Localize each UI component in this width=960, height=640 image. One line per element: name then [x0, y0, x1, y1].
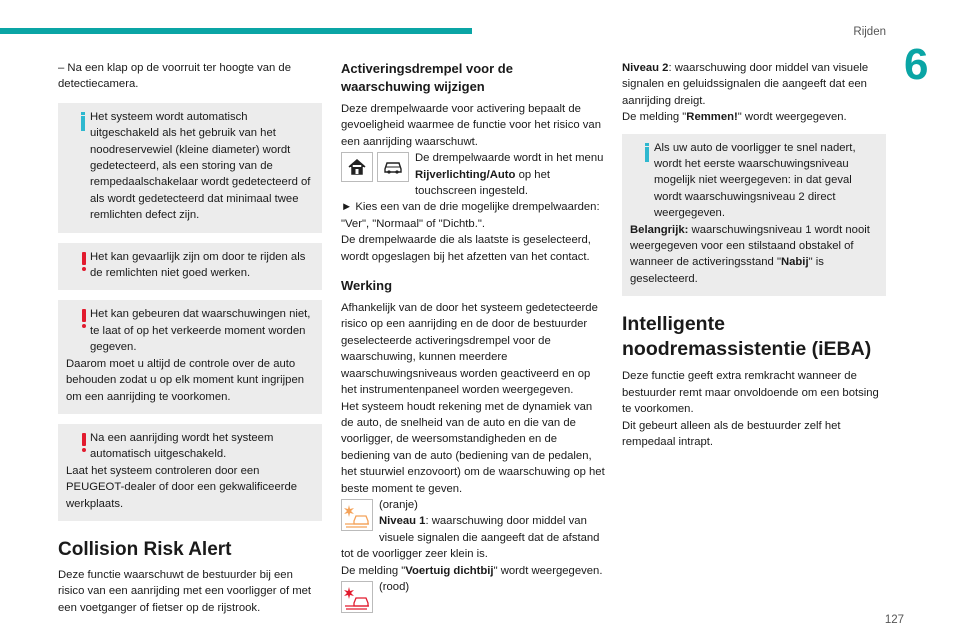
warning-text: Het kan gebeuren dat waarschuwingen niet, te laat of op het verkeerde moment worden gegeven.	[90, 308, 311, 354]
alert-color-label: (oranje)	[379, 498, 418, 511]
car-settings-icon	[377, 152, 409, 182]
body-text: Deze functie geeft extra remkracht wanneer de bestuurder remt maar onvoldoende om een botsing te voorkomen.	[622, 370, 879, 416]
home-icon	[341, 152, 373, 182]
column-right	[622, 60, 886, 450]
body-text: ► Kies een van de drie mogelijke drempelwaarden: "Ver", "Normaal" of "Dichtb.".	[341, 201, 600, 230]
warning-box	[58, 424, 322, 521]
chapter-number: 6	[904, 40, 929, 89]
info-text: Belangrijk: waarschuwingsniveau 1 wordt nooit weergegeven voor een stilstaand obstakel of wanneer de activeringsstand "Nabij" is geselecteerd.	[630, 223, 870, 285]
body-text: Niveau 1: waarschuwing door middel van visuele signalen die aangeeft dat de afstand tot de voorligger zeer klein is.	[341, 515, 600, 561]
column-left	[58, 60, 322, 616]
column-middle	[341, 60, 605, 615]
section-heading: Intelligente noodremassistentie (iEBA)	[622, 313, 872, 361]
section-heading: Collision Risk Alert	[58, 538, 232, 560]
info-box	[622, 134, 886, 297]
body-text: Het systeem houdt rekening met de dynamiek van de auto, de snelheid van de auto en die van de voorligger, de weersomstandigheden en de bediening van de auto (bediening van de pedalen, het stuurwiel enzovoort) om de waarschuwing op het beste moment te geven.	[341, 400, 605, 495]
menu-instruction	[341, 150, 605, 199]
collision-alert-red-icon	[341, 581, 373, 613]
warning-box	[58, 300, 322, 413]
alert-level-1	[341, 497, 605, 563]
body-text: Dit gebeurt alleen als de bestuurder zelf het rempedaal intrapt.	[622, 419, 841, 448]
alert-color-label: (rood)	[379, 580, 410, 593]
body-text: Afhankelijk van de door het systeem gedetecteerde risico op een aanrijding en de door de bestuurder geselecteerde activeringsdrempel voor de waarschuwing, kunnen meerdere waarschuwingsniveaus worden geactiveerd en op het instrumentenpaneel worden weergegeven.	[341, 302, 598, 397]
warning-text: Na een aanrijding wordt het systeem automatisch uitgeschakeld.	[90, 431, 274, 461]
intro-item: – Na een klap op de voorruit ter hoogte van de detectiecamera.	[58, 62, 291, 91]
page-number: 127	[884, 614, 904, 626]
body-text: Niveau 2: waarschuwing door middel van visuele signalen en geluidssignalen die aangeeft dat een aanrijding dreigt.	[622, 62, 869, 107]
body-text: De drempelwaarde wordt in het menu Rijverlichting/Auto op het touchscreen ingesteld.	[415, 152, 604, 198]
body-text: Deze functie waarschuwt de bestuurder bij een risico van een aanrijding met een voorligger of met een voetganger of fietser op de rijstrook.	[58, 568, 312, 614]
header-accent-bar	[0, 28, 472, 34]
warning-text: Het kan gevaarlijk zijn om door te rijden als de remlichten niet goed werken.	[90, 250, 306, 280]
body-text: De drempelwaarde die als laatste is geselecteerd, wordt opgeslagen bij het afzetten van het contact.	[341, 234, 591, 263]
info-box	[58, 103, 322, 233]
section-title: Rijden	[853, 26, 886, 38]
alert-level-2	[341, 579, 605, 615]
warning-text: Daarom moet u altijd de controle over de auto behouden zodat u op elk moment kunt ingrijpen om een aanrijding te voorkomen.	[66, 357, 305, 403]
subsection-heading: Activeringsdrempel voor de waarschuwing wijzigen	[341, 61, 513, 94]
collision-alert-orange-icon	[341, 499, 373, 531]
warning-box	[58, 243, 322, 291]
body-text: De melding "Voertuig dichtbij" wordt weergegeven.	[341, 564, 603, 577]
menu-icons	[341, 152, 409, 182]
body-text: De melding "Remmen!" wordt weergegeven.	[622, 111, 847, 124]
warning-text: Laat het systeem controleren door een PEUGEOT-dealer of door een gekwalificeerde werkplaats.	[66, 464, 298, 510]
info-text: Het systeem wordt automatisch uitgeschakeld als het gebruik van het noodreservewiel (kleine diameter) wordt gedetecteerd, als een storing van de rempedaalschakelaar wordt gedetecteerd of als wordt gedetecteerd dat minimaal twee remlichten defect zijn.	[90, 110, 311, 222]
body-text: Deze drempelwaarde voor activering bepaalt de gevoeligheid waarmee de functie voor het risico van een aanrijding waarschuwt.	[341, 103, 601, 148]
info-text: Als uw auto de voorligger te snel nadert, wordt het eerste waarschuwingsniveau mogelijk niet weergegeven: in dat geval wordt waarschuwingsniveau 2 direct weergegeven.	[654, 141, 856, 220]
subsection-heading: Werking	[341, 278, 393, 294]
